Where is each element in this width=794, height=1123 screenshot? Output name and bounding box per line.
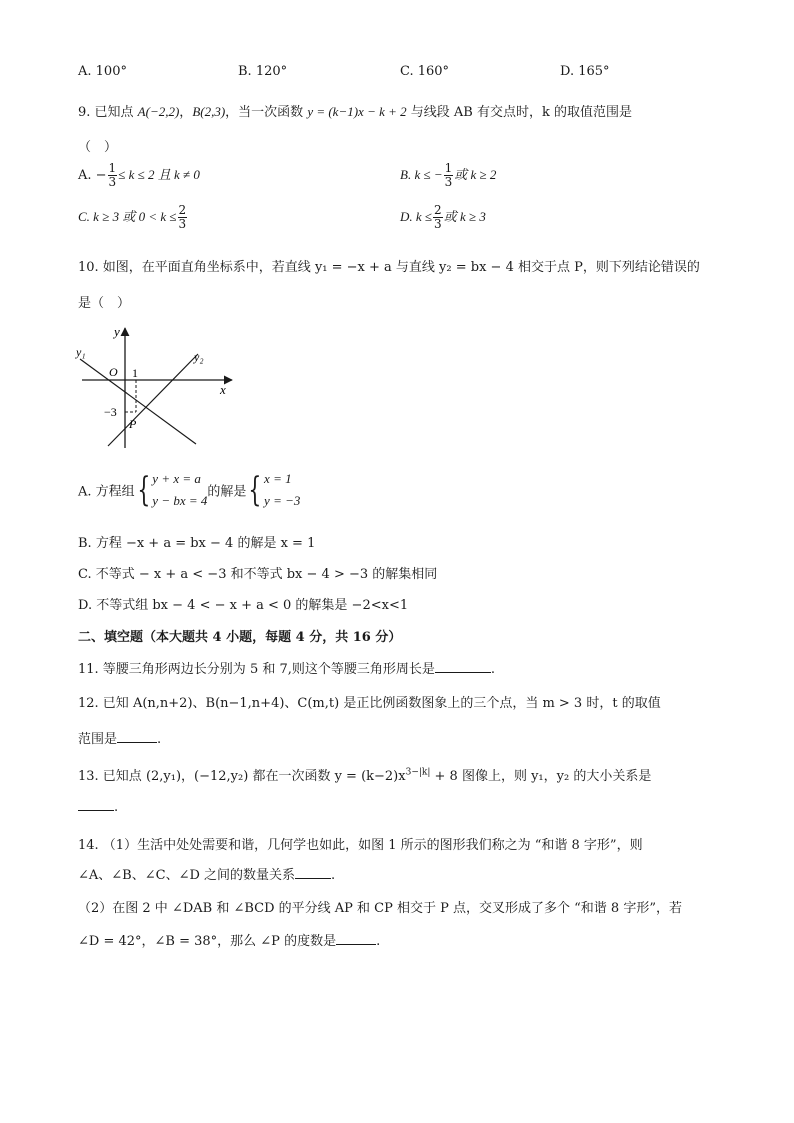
q11-blank [435, 672, 491, 673]
y1-label: y₁ [76, 345, 86, 359]
line-y2 [108, 354, 198, 446]
q14-line2: ∠A、∠B、∠C、∠D 之间的数量关系 . [78, 868, 336, 883]
q9-option-a: A. − $\frac{1}{3}$ ≤ k ≤ 2 且 k ≠ 0 [78, 161, 200, 189]
q14-blank-2 [336, 944, 376, 945]
q8-option-b: B. 120° [238, 64, 288, 79]
q14-line3: （2）在图 2 中 ∠DAB 和 ∠BCD 的平分线 AP 和 CP 相交于 P 点，交叉形成了多个 “和谐 8 字形”，若 [78, 901, 682, 916]
q8-option-c: C. 160° [400, 64, 450, 79]
q9-option-d: D. k ≤ $\frac{2}{3}$ 或 k ≥ 3 [400, 203, 486, 231]
q9-stem: 9. 已知点 A(−2,2)，B(2,3)，当一次函数 y = (k−1)x − k + 2 与线段 AB 有交点时，k 的取值范围是 [78, 104, 632, 120]
q14-blank-1 [295, 878, 331, 879]
y2-label: y₂ [194, 350, 204, 364]
q10-option-b: B. 方程 −x + a = bx − 4 的解是 x = 1 [78, 536, 316, 551]
q12-blank [117, 742, 157, 743]
q10-stem: 10. 如图，在平面直角坐标系中，若直线 y₁ = −x + a 与直线 y₂ = bx − 4 相交于点 P，则下列结论错误的 [78, 260, 700, 275]
section-2-heading: 二、填空题（本大题共 4 小题，每题 4 分，共 16 分） [78, 630, 402, 645]
q9-option-b: B. k ≤ − $\frac{1}{3}$ 或 k ≥ 2 [400, 161, 497, 189]
q10-option-c: C. 不等式 − x + a < −3 和不等式 bx − 4 > −3 的解集相同 [78, 567, 438, 582]
q10-stem-line2: 是（ ） [78, 296, 131, 311]
point-p-label: P [129, 417, 137, 431]
q12-line2: 范围是 . [78, 732, 162, 747]
line-y1 [80, 359, 196, 444]
q10-option-d: D. 不等式组 bx − 4 < − x + a < 0 的解集是 −2<x<1 [78, 598, 409, 613]
q10-option-a: A. 方程组{ y + x = a y − bx = 4 的解是{ x = 1 y = −3 [78, 470, 301, 510]
q9-answer-paren: （ ） [78, 140, 118, 155]
q14-line4: ∠D = 42°，∠B = 38°，那么 ∠P 的度数是 . [78, 934, 381, 949]
q11: 11. 等腰三角形两边长分别为 5 和 7,则这个等腰三角形周长是 . [78, 662, 496, 677]
q9-option-c: C. k ≥ 3 或 0 < k ≤ $\frac{2}{3}$ [78, 203, 187, 231]
y-axis-label: y [114, 324, 120, 339]
tick-1-label: 1 [132, 366, 138, 380]
origin-label: O [109, 365, 118, 379]
tick-neg3-label: −3 [104, 405, 117, 419]
q13-blank [78, 810, 114, 811]
q14-line1: 14. （1）生活中处处需要和谐，几何学也如此，如图 1 所示的图形我们称之为 “和谐 8 字形”，则 [78, 838, 643, 853]
x-axis-label: x [220, 382, 226, 397]
q13-line2: . [78, 800, 118, 815]
q8-option-a: A. 100° [78, 64, 127, 79]
q12: 12. 已知 A(n,n+2)、B(n−1,n+4)、C(m,t) 是正比例函数图象上的三个点，当 m > 3 时，t 的取值 [78, 696, 661, 711]
q8-option-d: D. 165° [560, 64, 610, 79]
q10-graph [74, 322, 244, 454]
q13: 13. 已知点 (2,y₁)，(−12,y₂) 都在一次函数 $y = (k-2)x^{3-|k|} + 8$ 图像上，则 y₁，y₂ 的大小关系是 [78, 767, 652, 784]
